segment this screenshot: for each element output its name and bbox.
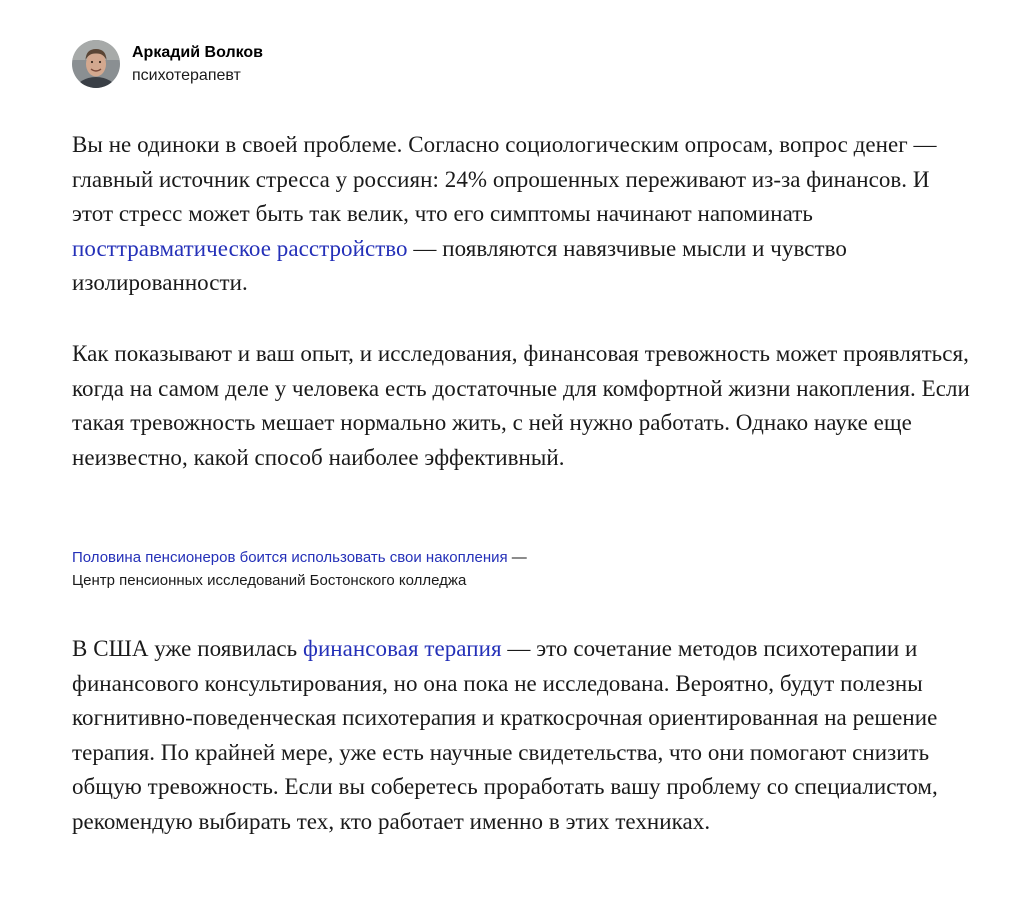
article-paragraph-1 (72, 128, 972, 301)
author-block (72, 40, 263, 88)
source-quote-dash: — (507, 549, 527, 566)
author-meta (132, 41, 263, 87)
paragraph-text-end: — это сочетание методов психотерапии и финансового консультирования, но она пока не исследована. Вероятно, будут полезны когнитивно‑поведенческая психотерапия и краткосрочная ориентированная на решение терапия. По крайней мере, уже есть научные свидетельства, что они помогают снизить общую тревожность. Если вы соберетесь проработать вашу проблему со специалистом, рекомендую выбирать тех, кто работает именно в этих техниках. (72, 636, 938, 834)
article-paragraph-3 (72, 632, 972, 839)
source-quote-link[interactable]: Половина пенсионеров боится использовать свои накопления (72, 549, 508, 566)
author-name[interactable]: Аркадий Волков (132, 44, 264, 61)
financial-therapy-link[interactable]: финансовая терапия (303, 636, 502, 661)
source-quote (72, 546, 527, 592)
paragraph-text-end: — появляются навязчивые мысли и чувство изолированности. (72, 235, 847, 295)
ptsd-link[interactable]: посттравматическое расстройство (72, 235, 408, 261)
paragraph-text (72, 632, 972, 839)
paragraph-text: Как показывают и ваш опыт, и исследования, финансовая тревожность может проявляться, когда на самом деле у человека есть достаточные для комфортной жизни накопления. Если такая тревожность мешает нормально жить, с ней нужно работать. Однако науке еще неизвестно, какой способ наиболее эффективный. (72, 341, 970, 470)
article-paragraph-2 (72, 337, 972, 475)
source-quote-title (72, 546, 527, 569)
paragraph-text (72, 128, 972, 301)
avatar[interactable] (72, 40, 120, 88)
source-quote-source: Центр пенсионных исследований Бостонского колледжа (72, 572, 467, 589)
author-role: психотерапевт (132, 67, 241, 84)
paragraph-text-start: Вы не одиноки в своей проблеме. Согласно социологическим опросам, вопрос денег — главный источник стресса у россиян: 24% опрошенных переживают из‑за финансов. И этот стресс может быть так велик, что его симптомы начинают напоминать (72, 132, 937, 226)
paragraph-text-start: В США уже появилась (72, 636, 303, 661)
avatar-image (72, 40, 120, 88)
